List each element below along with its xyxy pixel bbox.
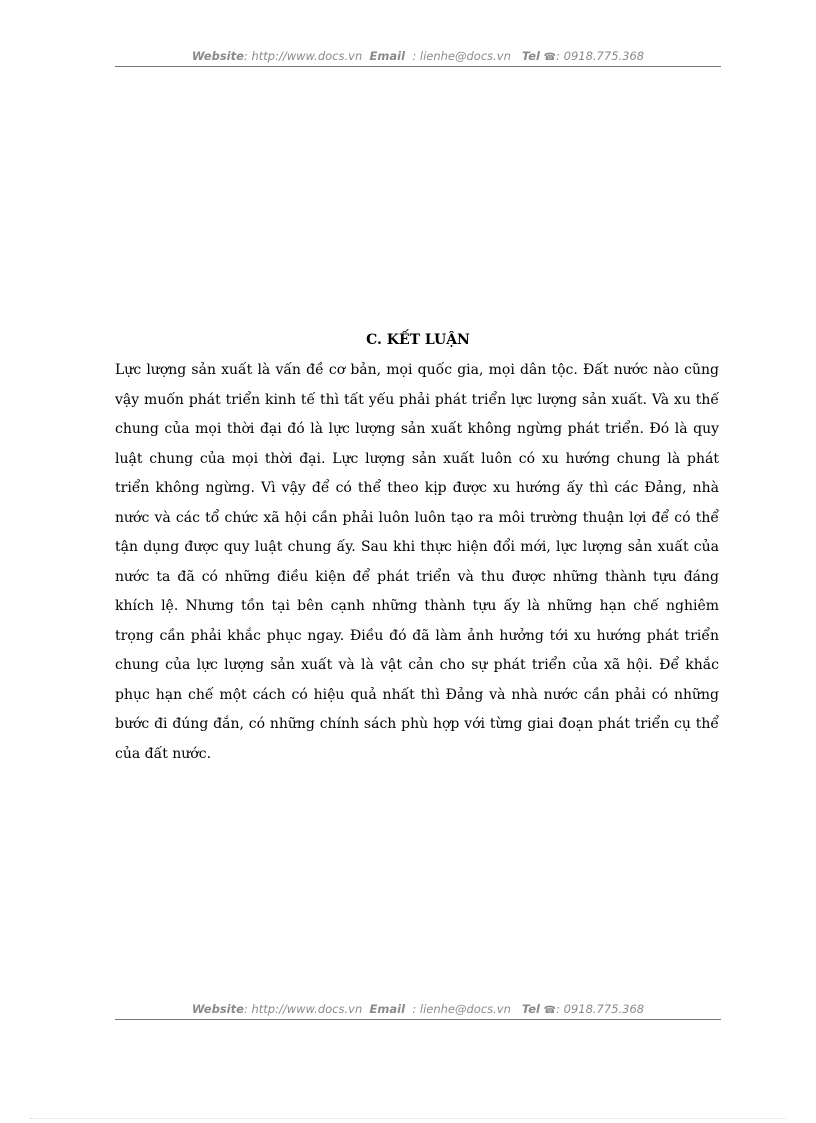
header-email-label: Email: [369, 49, 406, 63]
header-divider: [115, 66, 721, 67]
header-website-value: : http://www.docs.vn: [243, 49, 363, 63]
conclusion-paragraph: Lực lượng sản xuất là vấn đề cơ bản, mọi quốc gia, mọi dân tộc. Đất nước nào cũng vậy muốn phát triển kinh tế thì tất yếu phải phát triển lực lượng sản xuất. Và xu thế chung của mọi thời đại đó là lực lượng sản xuất không ngừng phát triển. Đó là quy luật chung của mọi thời đại. Lực lượng sản xuất luôn có xu hướng chung là phát triển không ngừng. Vì vậy để có thể theo kịp được xu hướng ấy thì các Đảng, nhà nước và các tổ chức xã hội cần phải luôn luôn tạo ra môi trường thuận lợi để có thể tận dụng được quy luật chung ấy. Sau khi thực hiện đổi mới, lực lượng sản xuất của nước ta đã có những điều kiện để phát triển và thu được những thành tựu đáng khích lệ. Nhưng tồn tại bên cạnh những thành tựu ấy là những hạn chế nghiêm trọng cần phải khắc phục ngay. Điều đó đã làm ảnh hưởng tới xu hướng phát triển chung của lực lượng sản xuất và là vật cản cho sự phát triển của xã hội. Để khắc phục hạn chế một cách có hiệu quả nhất thì Đảng và nhà nước cần phải có những bước đi đúng đắn, có những chính sách phù hợp với từng giai đoạn phát triển cụ thể của đất nước.: [115, 362, 719, 762]
page-header: [115, 48, 721, 66]
phone-icon: ☎: [543, 52, 557, 63]
footer-website-label: Website: [191, 1002, 244, 1016]
page-edge-divider: [30, 1118, 786, 1119]
section-title: C. KẾT LUẬN: [366, 332, 470, 348]
footer-email-label: Email: [369, 1002, 406, 1016]
header-tel-value: : 0918.775.368: [556, 49, 645, 63]
footer-tel-value: : 0918.775.368: [556, 1002, 645, 1016]
phone-icon: ☎: [543, 1005, 557, 1016]
header-tel-label: Tel: [521, 49, 540, 63]
footer-divider: [115, 1019, 721, 1020]
footer-tel-label: Tel: [521, 1002, 540, 1016]
page-footer: [115, 1001, 721, 1019]
footer-email-value: : lienhe@docs.vn: [412, 1002, 511, 1016]
header-website-label: Website: [191, 49, 244, 63]
footer-website-value: : http://www.docs.vn: [243, 1002, 363, 1016]
header-email-value: : lienhe@docs.vn: [412, 49, 511, 63]
